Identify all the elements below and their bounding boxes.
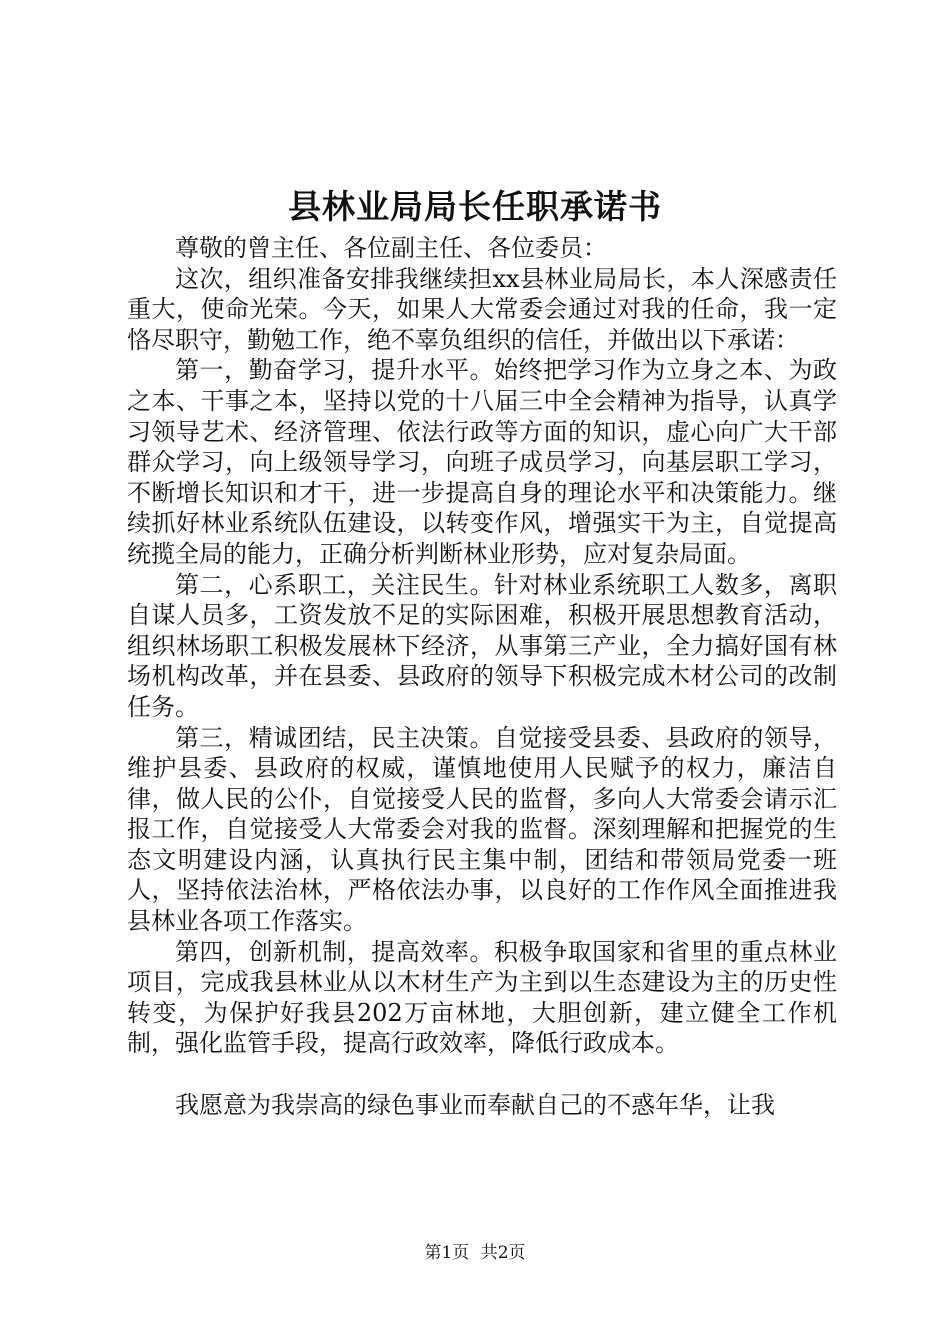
page-number-total: 共2页: [480, 1243, 526, 1263]
page-footer: [0, 1241, 950, 1265]
commitment-paragraph-4: 第四，创新机制，提高效率。积极争取国家和省里的重点林业项目，完成我县林业从以木材生产为主到以生态建设为主的历史性转变，为保护好我县202万亩林地，大胆创新，建立健全工作机制，强化监管手段，提高行政效率，降低行政成本。: [127, 937, 837, 1058]
intro-paragraph: 这次，组织准备安排我继续担xx县林业局局长，本人深感责任重大，使命光荣。今天，如果人大常委会通过对我的任命，我一定恪尽职守，勤勉工作，绝不辜负组织的信任，并做出以下承诺：: [127, 264, 837, 354]
closing-paragraph: 我愿意为我崇高的绿色事业而奉献自己的不惑年华，让我: [175, 1091, 775, 1120]
document-body: [127, 233, 837, 1121]
commitment-paragraph-2: 第二，心系职工，关注民生。针对林业系统职工人数多，离职自谋人员多，工资发放不足的实际困难，积极开展思想教育活动，组织林场职工积极发展林下经济，从事第三产业，全力搞好国有林场机构改革，并在县委、县政府的领导下积极完成木材公司的改制任务。: [127, 570, 837, 721]
commitment-paragraph-3: 第三，精诚团结，民主决策。自觉接受县委、县政府的领导，维护县委、县政府的权威，谨慎地使用人民赋予的权力，廉洁自律，做人民的公仆，自觉接受人民的监督，多向人大常委会请示汇报工作，自觉接受人大常委会对我的监督。深刻理解和把握党的生态文明建设内涵，认真执行民主集中制，团结和带领局党委一班人，坚持依法治林，严格依法办事，以良好的工作作风全面推进我县林业各项工作落实。: [127, 723, 837, 936]
commitment-paragraph-1: 第一，勤奋学习，提升水平。始终把学习作为立身之本、为政之本、干事之本，坚持以党的十八届三中全会精神为指导，认真学习领导艺术、经济管理、依法行政等方面的知识，虚心向广大干部群众学习，向上级领导学习，向班子成员学习，向基层职工学习，不断增长知识和才干，进一步提高自身的理论水平和决策能力。继续抓好林业系统队伍建设，以转变作风，增强实干为主，自觉提高统揽全局的能力，正确分析判断林业形势，应对复杂局面。: [127, 356, 837, 568]
page-number-current: 第1页: [424, 1243, 470, 1263]
salutation-paragraph: 尊敬的曾主任、各位副主任、各位委员：: [175, 234, 607, 262]
document-title: 县林业局局长任职承诺书: [288, 187, 662, 226]
